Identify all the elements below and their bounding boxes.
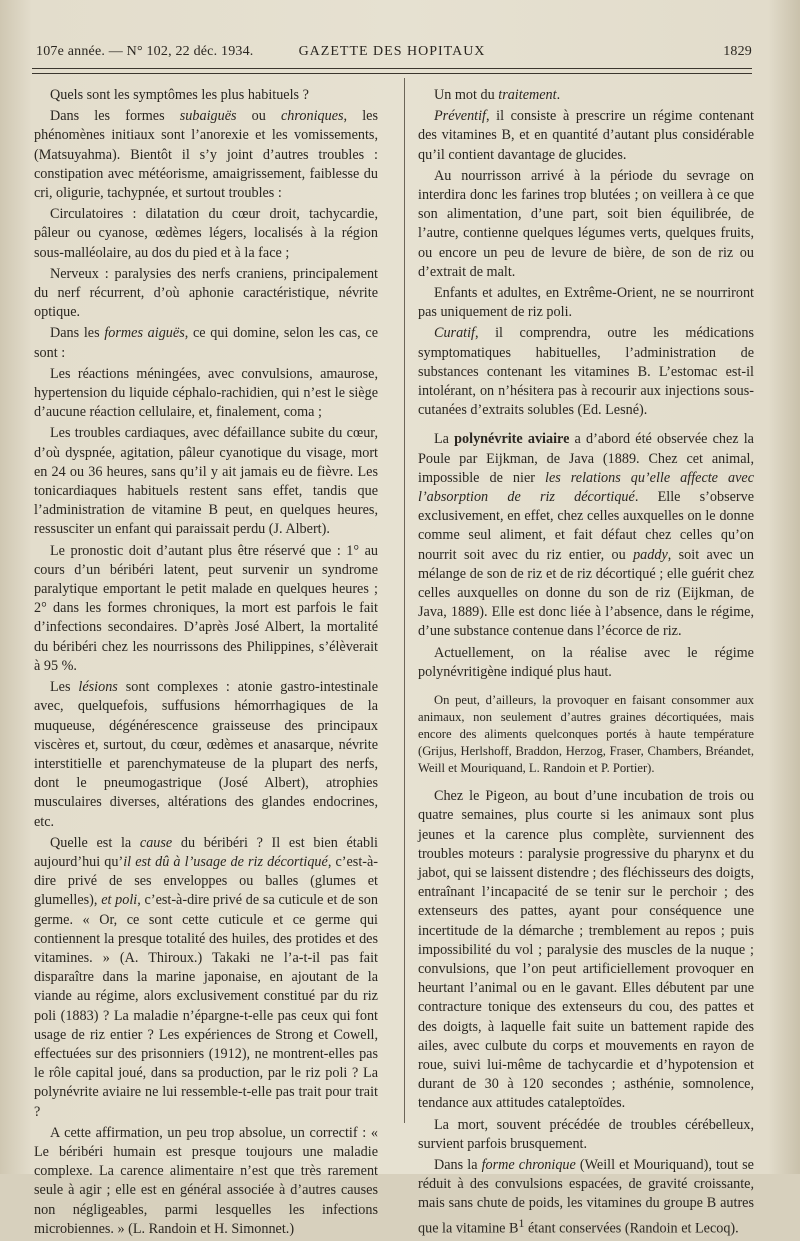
issue-info: 107e année. — N° 102, 22 déc. 1934. (36, 44, 254, 59)
paragraph: Quels sont les symptômes les plus habituels ? (50, 87, 309, 103)
paragraph: La polynévrite aviaire a d’abord été observée chez la Poule par Eijkman, de Java (1889. Chez cet animal, impossible de nier les relations qu’elle affecte avec l’absorption de riz décortiqué. Elle s’observe exclusivement, en effet, chez celles auxquelles on le donne comme seul aliment, et fait défaut chez celles qu’on nourrit soit avec du riz entier, ou paddy, soit avec un mélange de son de riz et de riz décortiqué ; elle guérit chez celles auxquelles on donne du son de riz (Eijkman, de Java, 1889). Elle est donc liée à l’absence, dans le régime, d’une substance contenue dans l’écorce de riz. (418, 431, 755, 640)
journal-title: GAZETTE DES HOPITAUX (298, 44, 486, 59)
paragraph: Les réactions méningées, avec convulsions, amaurose, hypertension du liquide céphalo-rachidien, qui n’est le siège d’aucune réaction cellulaire, et, finalement, coma ; (34, 365, 378, 421)
left-column (34, 86, 378, 1241)
right-column (418, 86, 754, 1241)
column-divider (404, 78, 405, 1123)
paragraph: Au nourrisson arrivé à la période du sevrage on interdira donc les farines trop blutées ; on veillera à ce que son alimentation, d’une part, soit bien équilibrée, de l’autre, contienne quelques légumes verts, quelques fruits, ou encore un peu de levure de bière, de son de riz ou d’extrait de malt. (418, 167, 754, 280)
header-rule (32, 68, 752, 69)
paragraph: La mort, souvent précédée de troubles cérébelleux, survient parfois brusquement. (418, 1116, 754, 1152)
running-header (32, 42, 752, 64)
paragraph: Un mot du traitement. (434, 87, 561, 103)
paragraph: Dans la forme chronique (Weill et Mouriquand), tout se réduit à des convulsions espacées, de gravité croissante, mais sans chute de poids, les vitamines du groupe B autres que la vitamine $B^1$ étant conservées (Randoin et Lecoq). (418, 1156, 754, 1237)
paragraph: Circulatoires : dilatation du cœur droit, tachycardie, pâleur ou cyanose, œdèmes légers, localisés à la région sous-malléolaire, au dos du pied et à la face ; (34, 206, 378, 261)
paragraph: Préventif, il consiste à prescrire un régime contenant des vitamines B, et en quantité d’autant plus considérable qu’il contient davantage de glucides. (418, 108, 754, 163)
paragraph: Nerveux : paralysies des nerfs craniens, principalement du nerf récurrent, d’où aphonie caractéristique, névrite optique. (34, 265, 378, 321)
paragraph: Chez le Pigeon, au bout d’une incubation de trois ou quatre semaines, plus courte si les animaux sont plus jeunes et la carence plus complète, surviennent des troubles moteurs : paralysie progressive du pharynx et du jabot, qui se laissent distendre ; des fléchisseurs des doigts, entraînant l’incapacité de se tenir sur le perchoir ; des extenseurs des pattes, ayant pour conséquence une incertitude de la démarche ; tremblement au repos ; puis impossibilité du vol ; paralysie des muscles de la nuque ; convulsions, que l’on peut artificiellement provoquer en heurtant l’animal ou en le gavant. Elles débutent par une contracture tonique des extenseurs du cou, des pattes et des doigts, à laquelle fait suite un battement rapide des ailes, avec culbute du corps et mouvements en rayon de roue, suivi lui-même de tachycardie et d’hypotension et durant de 30 à 120 secondes ; asthénie, somnolence, tendance aux attitudes cataleptoïdes. (418, 788, 754, 1112)
paragraph: Le pronostic doit d’autant plus être réservé que : 1° au cours d’un béribéri latent, peut survenir un syndrome paralytique emportant le petit malade en quelques heures ; 2° dans les formes chroniques, la mort est parfois le fait d’infections secondaires. D’après José Albert, la mortalité du béribéri chez les nourrissons des Philippines, s’élèverait à 95 %. (34, 542, 378, 674)
paragraph: Les lésions sont complexes : atonie gastro-intestinale avec, quelquefois, suffusions hémorrhagiques de la muqueuse, dégénérescence graisseuse des principaux viscères et, surtout, du cœur, œdèmes et anasarque, névrite interstitielle et parenchymateuse de la plupart des nerfs, dont le pneumogastrique (José Albert), atrophies musculaires diverses, altérations des glandes endocrines, etc. (34, 679, 378, 830)
paragraph: Enfants et adultes, en Extrême-Orient, ne se nourriront pas uniquement de riz poli. (418, 285, 754, 321)
paragraph: Dans les formes aiguës, ce qui domine, selon les cas, ce sont : (34, 325, 378, 361)
paragraph: Curatif, il comprendra, outre les médications symptomatiques habituelles, l’administration de substances contenant les vitamines B. L’estomac est-il intolérant, on n’hésitera pas à recourir aux injections sous-cutanées d’extraits solubles (Ed. Lesné). (418, 325, 754, 419)
paragraph: Les troubles cardiaques, avec défaillance subite du cœur, d’où dyspnée, agitation, pâleur cyanotique du visage, mort en 24 ou 36 heures, sans qu’il y ait jamais eu de fièvre. Les tonicardiaques habituels restent sans effet, tandis que l’administration de vitamine B peut, en quelques heures, ressusciter un enfant qui paraissait perdu (J. Albert). (34, 425, 378, 538)
paragraph-small-print: On peut, d’ailleurs, la provoquer en faisant consommer aux animaux, non seulement d’autres graines décortiquées, mais encore des aliments quelconques portés à haute température (Grijus, Herlshoff, Braddon, Herzog, Fraser, Chambers, Bréandet, Weill et Mouriquand, L. Randoin et P. Portier). (418, 693, 754, 776)
paragraph: Quelle est la cause du béribéri ? Il est bien établi aujourd’hui qu’il est dû à l’usage de riz décortiqué, c’est-à-dire privé de ses enveloppes ou balles (glumes et glumelles), et poli, c’est-à-dire privé de sa cuticule et de son germe. « Or, ce sont cette cuticule et ce germe qui contiennent la presque totalité des huiles, des protides et des vitamines. » (A. Thiroux.) Takaki ne l’a-t-il pas fait disparaître dans la marine japonaise, en ajoutant de la viande au régime, alors exclusivement constitué par du riz poli (1883) ? La maladie n’épargne-t-elle pas ceux qui font usage de riz entier ? Les expériences de Strong et Cowell, effectuées sur des prisonniers (1912), ne montrent-elles pas le rôle capital joué, dans sa production, par le riz poli ? La polynévrite aviaire ne lui ressemble-t-elle pas trait pour trait ? (34, 834, 379, 1120)
paragraph: Actuellement, on la réalise avec le régime polynévritigène indiqué plus haut. (418, 644, 754, 680)
paragraph: A cette affirmation, un peu trop absolue, un correctif : « Le béribéri humain est presque toujours une maladie complexe. La carence alimentaire n’est que très rarement seule à agir ; elle est en général associée à d’autres causes non négligeables, parmi lesquelles les infections microbiennes. » (L. Randoin et H. Simonnet.) (34, 1124, 378, 1237)
page-number: 1829 (723, 44, 752, 59)
header-rule-thin (32, 73, 752, 74)
paragraph: Dans les formes subaiguës ou chroniques, les phénomènes initiaux sont l’anorexie et les vomissements, (Matsuyahma). Bientôt il s’y joint d’autres troubles : constipation avec météorisme, amaigrissement, faiblesse du cri, oligurie, tachypnée, et surtout troubles : (34, 108, 378, 202)
